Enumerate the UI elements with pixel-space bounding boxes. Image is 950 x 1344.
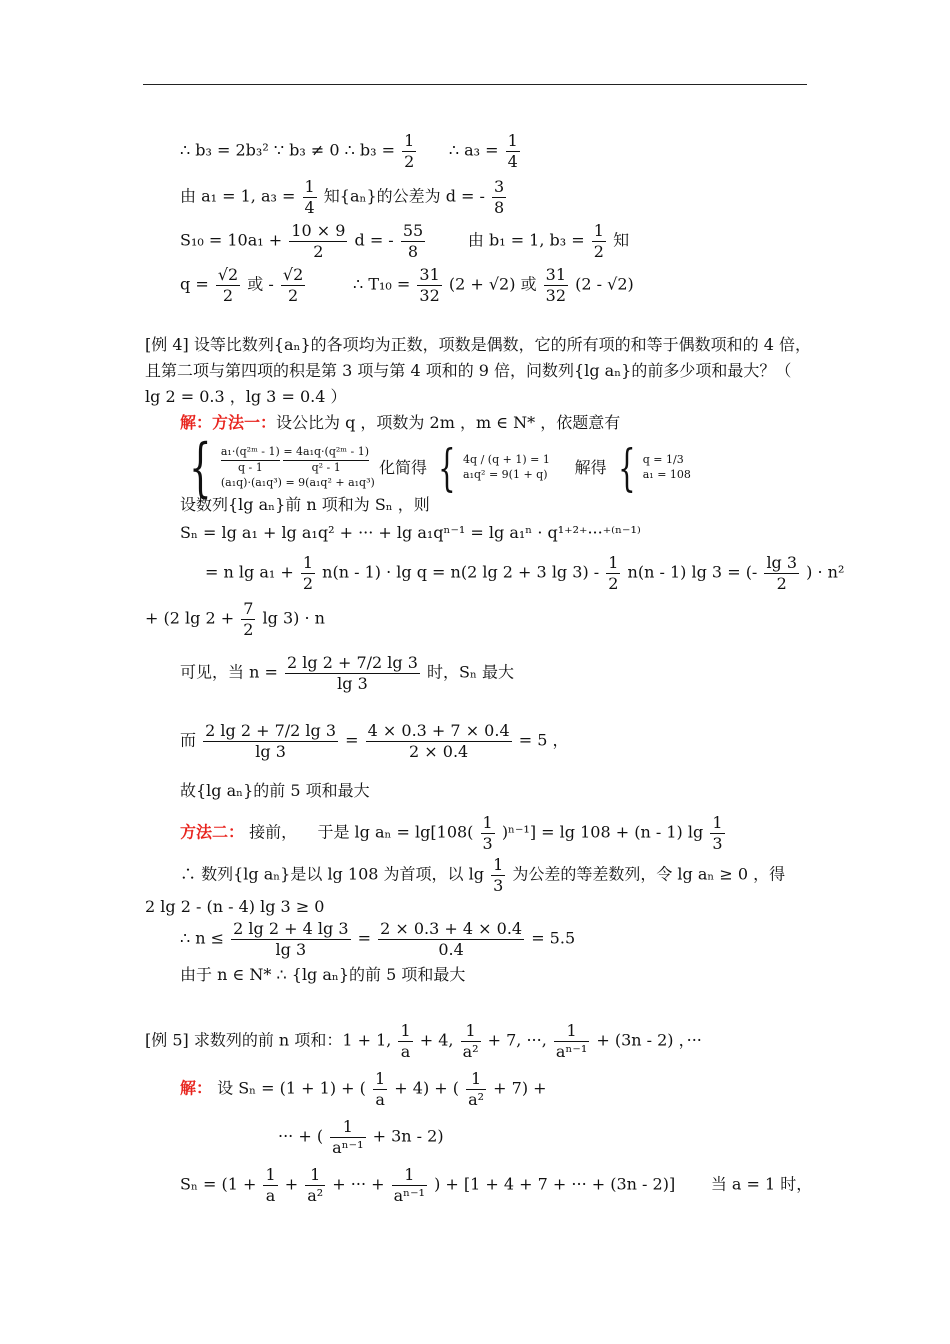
evaluation-line: 而 $\frac{2 \lg 2 + 7/2 \lg 3}{\lg 3}$ = $\frac{4 \times 0.3 + 7 \times 0.4}{2 \times 0.4}$ = 5 ， (180, 721, 569, 761)
example-4-line-1: [例 4] 设等比数列{aₙ}的各项均为正数，项数是偶数，它的所有项的和等于偶数项和的 4 倍， (145, 335, 812, 354)
solution-method-1: 解：方法一：设公比为 q ，项数为 2m ，m ∈ N* ，依题意有 (180, 413, 621, 432)
example-5-solution-label: 解： (180, 1078, 213, 1098)
sum-line-2: = n lg a₁ + $\frac{1}{2}$ n(n - 1) · lg q = n(2 lg 2 + 3 lg 3) - $\frac{1}{2}$ n(n - 1) lg 3 = (- $\frac{\lg 3}{2}$ ) · n² (205, 553, 845, 593)
example-4-line-3: lg 2 = 0.3 ，lg 3 = 0.4 ） (145, 387, 347, 406)
system-1: $\frac{\text{a₁·(q²ᵐ - 1)}}{q - 1}$ $\frac{\text{= 4a₁q·(q²ᵐ - 1)}}{\text{q² - 1}}$ (a₁q)·(a₁q³) = 9(a₁q² + a₁q³) (220, 445, 375, 489)
brace-icon: { (438, 439, 456, 497)
inequality-line: 2 lg 2 - (n - 4) lg 3 ≥ 0 (145, 897, 325, 916)
solution-method-2: 方法二： 接前， 于是 lg aₙ = lg[108( $\frac{1}{3}$ )ⁿ⁻¹] = lg 108 + (n - 1) lg $\frac{1}{3}$ (180, 813, 723, 853)
conclusion-2: 由于 n ∈ N* ∴ {lg aₙ}的前 5 项和最大 (180, 965, 466, 984)
system-3: q = 1/3 a₁ = 108 (642, 453, 691, 481)
sum-line-3: + (2 lg 2 + $\frac{7}{2}$ lg 3) · n (145, 599, 325, 639)
brace-icon: { (189, 431, 212, 505)
fraction: $\frac{1}{2}$ (404, 131, 415, 171)
brace-icon: { (617, 439, 636, 497)
sum-line-1: Sₙ = lg a₁ + lg a₁q² + ··· + lg a₁qⁿ⁻¹ = lg a₁ⁿ · q¹⁺²⁺···⁺⁽ⁿ⁻¹⁾ (180, 523, 641, 542)
formula-line-3: S₁₀ = 10a₁ + $\frac{10 \times 9}{2}$ d = - $\frac{55}{8}$ 由 b₁ = 1, b₃ = $\frac{1}{2}$ 知 (180, 221, 630, 261)
bound-line: ∴ n ≤ $\frac{2 \lg 2 + 4 \lg 3}{\lg 3}$ = $\frac{2 \times 0.3 + 4 \times 0.4}{0.4}$ = 5.5 (180, 919, 576, 959)
arithmetic-sequence-line: ∴ 数列{lg aₙ}是以 lg 108 为首项，以 lg $\frac{1}{3}$ 为公差的等差数列，令 lg aₙ ≥ 0 ，得 (180, 855, 786, 895)
method-2-label: 方法二： (180, 822, 245, 842)
system-2: 4q / (q + 1) = 1 a₁q² = 9(1 + q) (463, 453, 550, 481)
solution-label: 解：方法一： (180, 413, 277, 432)
example-5-solution-1: 解： 设 Sₙ = (1 + 1) + ( $\frac{1}{a}$ + 4) + ( $\frac{1}{\text{a²}}$ + 7) + (180, 1069, 547, 1109)
header-rule (143, 84, 807, 85)
example-5-solution-3: Sₙ = (1 + $\frac{1}{a}$ + $\frac{1}{\text{a²}}$ + ··· + $\frac{1}{\text{aⁿ⁻¹}}$ ) + [1 + 4 + 7 + ··· + (3n - 2)] 当 a = 1 时， (180, 1165, 813, 1205)
sum-intro: 设数列{lg aₙ}前 n 项和为 Sₙ ，则 (180, 495, 430, 514)
formula-line-1 (180, 132, 522, 170)
formula-line-4: q = $\frac{√2}{2}$ 或 - $\frac{√2}{2}$ ∴ T₁₀ = $\frac{31}{32}$ (2 + √2) 或 $\frac{31}{32}$ (2 - √2) (180, 265, 634, 305)
formula-text: ∴ b₃ = 2b₃² ∵ b₃ ≠ 0 ∴ b₃ = (180, 140, 396, 160)
example-4-line-2: 且第二项与第四项的积是第 3 项与第 4 项和的 9 倍，问数列{lg aₙ}的前多少项和最大？（ (145, 361, 792, 380)
example-5-line-1: [例 5] 求数列的前 n 项和：1 + 1, $\frac{1}{a}$ + 4, $\frac{1}{\text{a²}}$ + 7, ···, $\frac{1}{\text{aⁿ⁻¹}}$ + (3n - 2) ，··· (145, 1021, 702, 1061)
conclusion-1: 故{lg aₙ}的前 5 项和最大 (180, 781, 370, 800)
equation-system-line: { $\frac{\text{a₁·(q²ᵐ - 1)}}{q - 1}$ $\frac{\text{= 4a₁q·(q²ᵐ - 1)}}{\text{q² - 1}}$ (a₁q)·(a₁q³) = 9(a₁q² + a₁q³) 化简得 { 4q / (q + 1) = 1 a₁q² = 9(1 + q) 解得 { q = 1/3 a₁ = 108 (189, 431, 691, 505)
fraction: $\frac{1}{4}$ (507, 131, 518, 171)
example-5-solution-2: ··· + ( $\frac{1}{\text{aⁿ⁻¹}}$ + 3n - 2) (278, 1117, 444, 1157)
formula-line-2: 由 a₁ = 1, a₃ = $\frac{1}{4}$ 知{aₙ}的公差为 d = - $\frac{3}{8}$ (180, 177, 505, 217)
formula-text: ∴ a₃ = (448, 140, 499, 160)
max-condition: 可见，当 n = $\frac{2 \lg 2 + 7/2 \lg 3}{\lg 3}$ 时，Sₙ 最大 (180, 653, 515, 693)
